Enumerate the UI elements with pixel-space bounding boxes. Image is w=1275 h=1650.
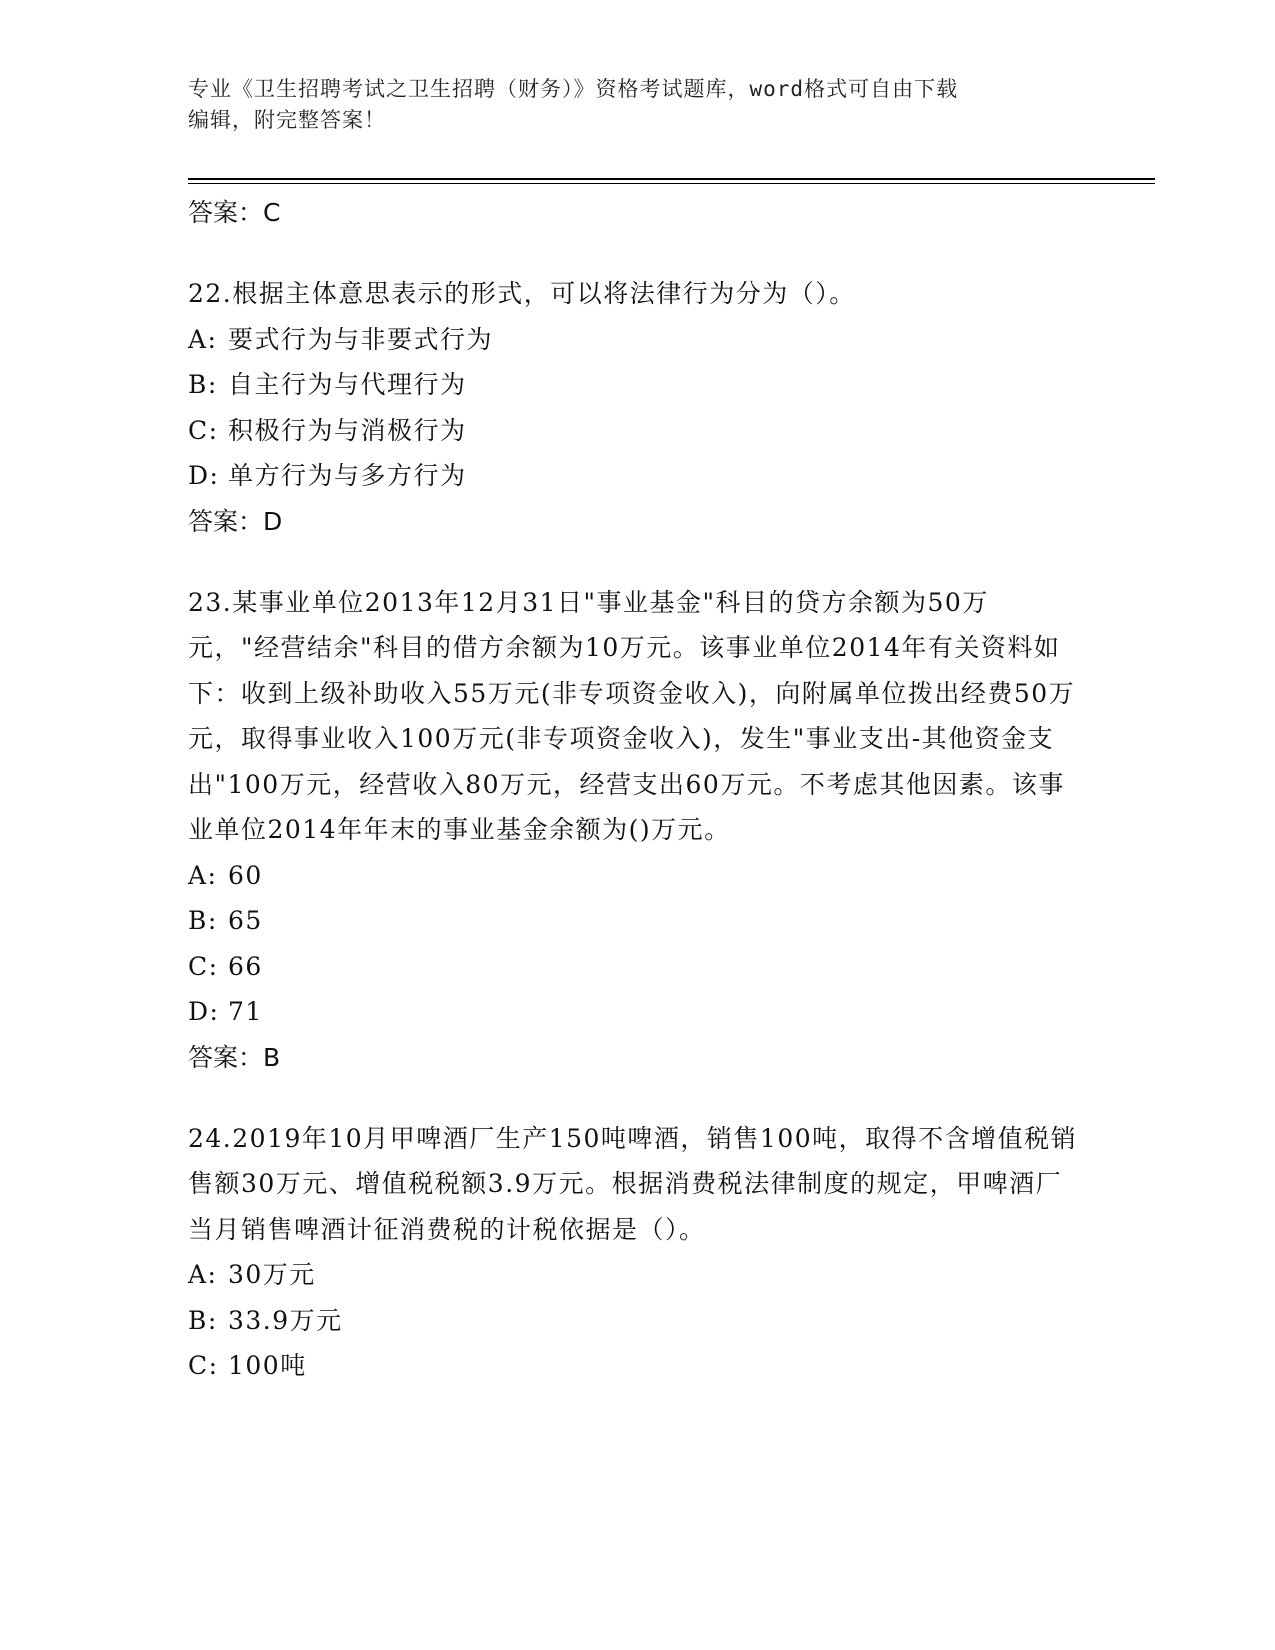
option-a — [188, 317, 1088, 363]
page-header — [188, 74, 1068, 136]
option-letter: B: — [188, 906, 218, 935]
option-text: 71 — [228, 997, 263, 1026]
option-letter: A: — [188, 1260, 218, 1289]
option-text: 单方行为与多方行为 — [228, 461, 467, 490]
option-text: 33.9万元 — [228, 1305, 343, 1335]
option-text: 积极行为与消极行为 — [228, 415, 467, 445]
option-text: 100吨 — [228, 1351, 307, 1380]
option-text: 65 — [228, 906, 263, 935]
header-line-2: 编辑，附完整答案！ — [188, 108, 386, 132]
question-stem: 23.某事业单位2013年12月31日"事业基金"科目的贷方余额为50万元，"经营结余"科目的借方余额为10万元。该事业单位2014年有关资料如下：收到上级补助收入55万元(非专项资金收入)，向附属单位拨出经费50万元，取得事业收入100万元(非专项资金收入)，发生"事业支出-其他资金支出"100万元，经营收入80万元，经营支出60万元。不考虑其他因素。该事业单位2014年年末的事业基金余额为()万元。 — [188, 587, 1076, 844]
question-stem: 24.2019年10月甲啤酒厂生产150吨啤酒，销售100吨，取得不含增值税销售额30万元、增值税税额3.9万元。根据消费税法律制度的规定，甲啤酒厂当月销售啤酒计征消费税的计税依据是（）。 — [188, 1123, 1078, 1244]
option-letter: A: — [188, 324, 218, 354]
option-c — [188, 1343, 1088, 1389]
header-rule-thick — [188, 178, 1155, 180]
header-line-1: 专业《卫生招聘考试之卫生招聘（财务）》资格考试题库，word格式可自由下载 — [188, 77, 959, 101]
option-b — [188, 898, 1088, 944]
option-letter: C: — [188, 1351, 219, 1380]
spacer — [188, 1080, 1088, 1116]
option-b — [188, 1298, 1088, 1344]
spacer — [188, 544, 1088, 580]
question-24 — [188, 1116, 1088, 1389]
option-text: 60 — [228, 860, 263, 890]
option-letter: C: — [188, 415, 219, 445]
question-content — [188, 190, 1088, 1389]
option-a — [188, 1252, 1088, 1298]
option-letter: A: — [188, 860, 218, 890]
spacer — [188, 235, 1088, 271]
option-letter: B: — [188, 370, 218, 399]
question-22 — [188, 271, 1088, 544]
option-letter: C: — [188, 951, 219, 981]
option-letter: D: — [188, 461, 220, 490]
option-c — [188, 408, 1088, 454]
option-c — [188, 944, 1088, 990]
option-d — [188, 989, 1088, 1035]
option-text: 66 — [228, 951, 263, 981]
option-text: 30万元 — [228, 1260, 316, 1289]
option-text: 自主行为与代理行为 — [228, 370, 467, 399]
question-answer: 答案：D — [188, 506, 283, 536]
question-answer: 答案：B — [188, 1042, 281, 1072]
question-23 — [188, 580, 1088, 1080]
header-rule-thin — [188, 183, 1155, 184]
option-text: 要式行为与非要式行为 — [228, 324, 494, 354]
option-letter: D: — [188, 997, 220, 1026]
option-b — [188, 362, 1088, 408]
option-d — [188, 453, 1088, 499]
option-letter: B: — [188, 1305, 218, 1335]
question-stem: 22.根据主体意思表示的形式，可以将法律行为分为（）。 — [188, 279, 856, 308]
option-a — [188, 853, 1088, 899]
previous-answer: 答案：C — [188, 198, 281, 227]
